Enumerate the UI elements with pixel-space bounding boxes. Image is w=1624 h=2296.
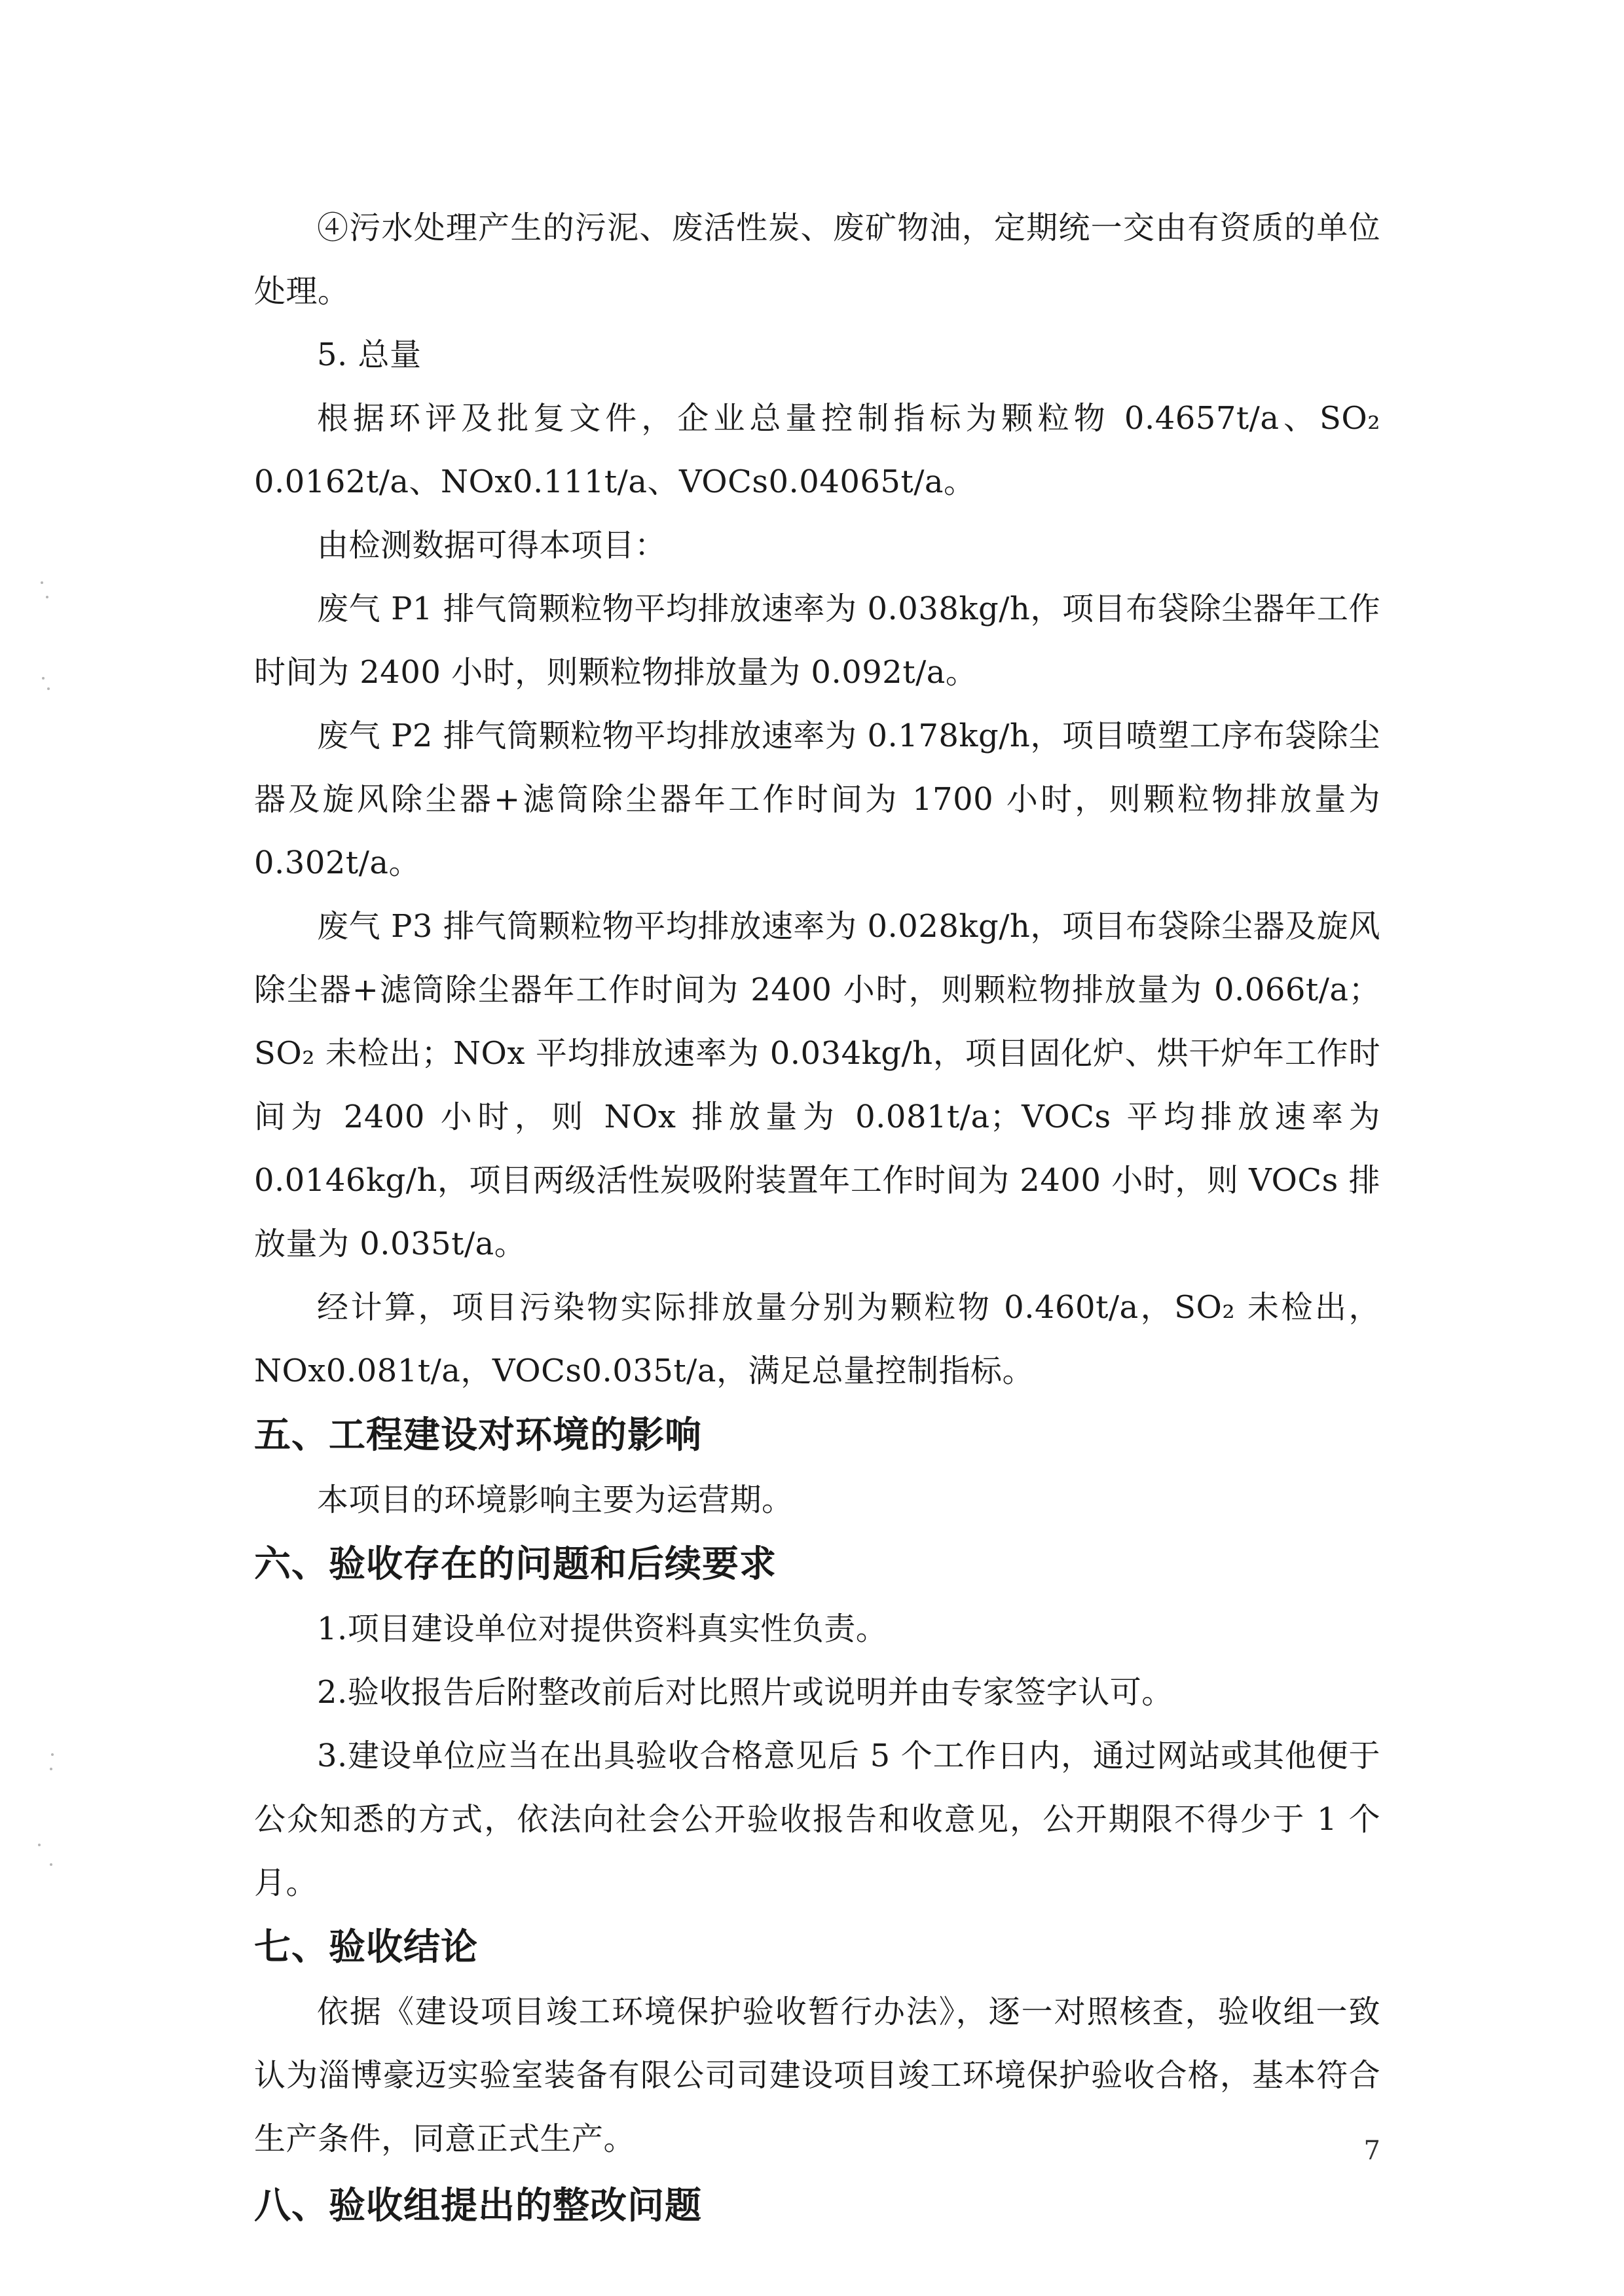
- section-heading-rectification-issues: 八、验收组提出的整改问题: [254, 2185, 702, 2227]
- paragraph-p3-emission: 废气 P3 排气筒颗粒物平均排放速率为 0.028kg/h，项目布袋除尘器及旋风除尘器+滤筒除尘器年工作时间为 2400 小时，则颗粒物排放量为 0.066t/a；SO₂ 未检出；NOx 平均排放速率为 0.034kg/h，项目固化炉、烘干炉年工作时间为 2400 小时，则 NOx 排放量为 0.081t/a；VOCs 平均排放速率为 0.0146kg/h，项目两级活性炭吸附装置年工作时间为 2400 小时，则 VOCs 排放量为 0.035t/a。: [254, 908, 1380, 1262]
- list-item-issue-3: 3.建设单位应当在出具验收合格意见后 5 个工作日内，通过网站或其他便于公众知悉的方式，依法向社会公开验收报告和收意见，公开期限不得少于 1 个月。: [254, 1738, 1380, 1901]
- paragraph-total-control-index: 根据环评及批复文件，企业总量控制指标为颗粒物 0.4657t/a、SO₂ 0.0162t/a、NOx0.111t/a、VOCs0.04065t/a。: [254, 400, 1380, 500]
- paragraph-monitoring-intro: 由检测数据可得本项目：: [317, 527, 667, 564]
- subsection-total-amount: 5. 总量: [317, 337, 422, 373]
- document-body: [254, 196, 1380, 2239]
- scan-speck: [51, 1753, 54, 1756]
- scan-speck: [42, 677, 45, 680]
- scan-speck: [50, 1768, 52, 1770]
- section-heading-acceptance-conclusion: 七、验收结论: [254, 1926, 478, 1969]
- section-heading-acceptance-issues: 六、验收存在的问题和后续要求: [254, 1543, 777, 1586]
- page-number: 7: [1363, 2136, 1380, 2166]
- scan-speck: [46, 596, 48, 598]
- paragraph-acceptance-conclusion: 依据《建设项目竣工环境保护验收暂行办法》，逐一对照核查，验收组一致认为淄博豪迈实验室装备有限公司司建设项目竣工环境保护验收合格，基本符合生产条件，同意正式生产。: [254, 1994, 1380, 2157]
- section-heading-environmental-impact: 五、工程建设对环境的影响: [254, 1414, 702, 1457]
- paragraph-p2-emission: 废气 P2 排气筒颗粒物平均排放速率为 0.178kg/h，项目喷塑工序布袋除尘器及旋风除尘器+滤筒除尘器年工作时间为 1700 小时，则颗粒物排放量为 0.302t/a。: [254, 718, 1380, 881]
- scan-speck: [47, 687, 50, 690]
- list-item-issue-2: 2.验收报告后附整改前后对比照片或说明并由专家签字认可。: [317, 1674, 1173, 1711]
- scan-speck: [50, 1863, 52, 1866]
- paragraph-p1-emission: 废气 P1 排气筒颗粒物平均排放速率为 0.038kg/h，项目布袋除尘器年工作时间为 2400 小时，则颗粒物排放量为 0.092t/a。: [254, 591, 1380, 691]
- paragraph-calculation-result: 经计算，项目污染物实际排放量分别为颗粒物 0.460t/a，SO₂ 未检出，NOx0.081t/a，VOCs0.035t/a，满足总量控制指标。: [254, 1289, 1380, 1389]
- list-item-issue-1: 1.项目建设单位对提供资料真实性负责。: [317, 1611, 888, 1647]
- paragraph-environmental-impact: 本项目的环境影响主要为运营期。: [317, 1482, 794, 1518]
- paragraph-sludge-disposal: ④污水处理产生的污泥、废活性炭、废矿物油，定期统一交由有资质的单位处理。: [254, 210, 1380, 310]
- scan-speck: [41, 581, 43, 584]
- scan-speck: [38, 1844, 41, 1846]
